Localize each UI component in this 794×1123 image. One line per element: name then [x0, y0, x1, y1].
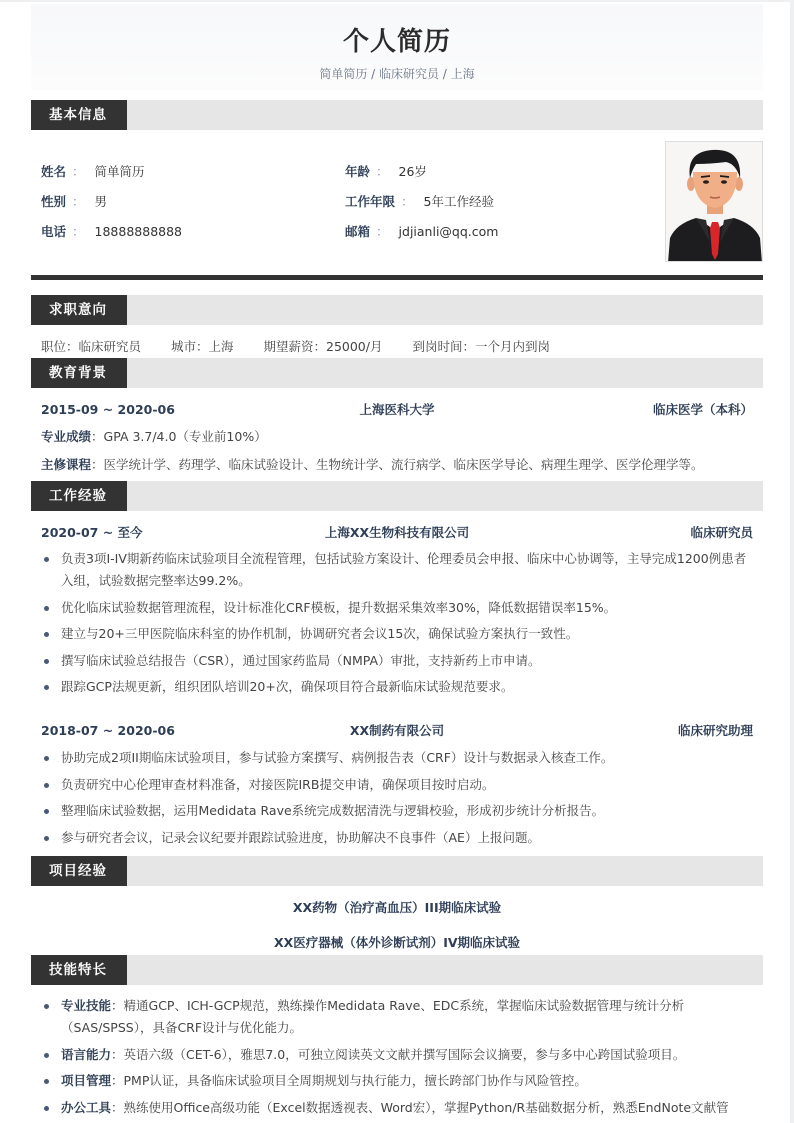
section-title: 基本信息: [31, 100, 127, 130]
gpa-value: ：GPA 3.7/4.0（专业前10%）: [91, 429, 267, 444]
skill-label: 项目管理: [61, 1073, 112, 1088]
info-label: 电话: [41, 224, 67, 239]
section-work-experience: [31, 481, 763, 511]
list-item: 负责研究中心伦理审查材料准备，对接医院IRB提交申请，确保项目按时启动。: [41, 774, 753, 796]
skill-label: 专业技能: [61, 998, 112, 1013]
info-work-years: [345, 194, 494, 210]
section-projects: [31, 856, 763, 886]
section-title: 求职意向: [31, 295, 127, 325]
work-period: 2018-07 ~ 2020-06: [41, 723, 175, 738]
courses-value: ：医学统计学、药理学、临床试验设计、生物统计学、流行病学、临床医学导论、病理生理学、医学伦理学等。: [91, 457, 704, 472]
info-label: 邮箱: [345, 224, 371, 239]
info-value: 26岁: [398, 164, 427, 179]
info-phone: [41, 224, 182, 240]
education-period: 2015-09 ~ 2020-06: [41, 402, 175, 417]
list-item: 负责3项I-IV期新药临床试验项目全流程管理，包括试验方案设计、伦理委员会申报、临床中心协调等，主导完成1200例患者入组，试验数据完整率达99.2%。: [41, 548, 753, 592]
info-name: [41, 164, 145, 180]
section-title: 技能特长: [31, 955, 127, 985]
list-item: 建立与20+三甲医院临床科室的协作机制，协调研究者会议15次，确保试验方案执行一致性。: [41, 623, 753, 645]
info-value: 5年工作经验: [423, 194, 494, 209]
job-intent-row: [41, 338, 576, 356]
work-row-1: [41, 524, 753, 542]
info-label: 性别: [41, 194, 67, 209]
education-major: 临床医学（本科）: [652, 402, 753, 417]
section-education: [31, 358, 763, 388]
info-age: [345, 164, 427, 180]
work-role: 临床研究助理: [677, 723, 753, 738]
section-basic-info: [31, 100, 763, 130]
list-item: 优化临床试验数据管理流程，设计标准化CRF模板，提升数据采集效率30%，降低数据错误率15%。: [41, 597, 753, 619]
info-value: 简单简历: [94, 164, 145, 179]
info-value: jdjianli@qq.com: [398, 224, 499, 239]
section-job-intent: [31, 295, 763, 325]
page-subtitle: 简单简历 / 临床研究员 / 上海: [319, 67, 475, 81]
colon: ：: [72, 224, 85, 239]
intent-salary: 期望薪资：25000/月: [263, 339, 383, 354]
courses-label: 主修课程: [41, 457, 92, 472]
skill-label: 语言能力: [61, 1046, 112, 1062]
list-item: 参与研究者会议，记录会议纪要并跟踪试验进度，协助解决不良事件（AE）上报问题。: [41, 827, 753, 849]
work-2-duties: [41, 747, 753, 853]
list-item: 整理临床试验数据，运用Medidata Rave系统完成数据清洗与逻辑校验，形成初步统计分析报告。: [41, 800, 753, 822]
skill-item: [41, 1097, 753, 1119]
intent-availability: 到岗时间：一个月内到岗: [412, 339, 550, 354]
education-school: 上海医科大学: [359, 402, 435, 417]
education-gpa: [41, 428, 267, 446]
list-item: 撰写临床试验总结报告（CSR），通过国家药监局（NMPA）审批，支持新药上市申请。: [41, 650, 753, 672]
skill-item: [41, 1044, 753, 1066]
info-label: 年龄: [345, 164, 371, 179]
section-skills: [31, 955, 763, 985]
work-row-2: [41, 722, 753, 740]
colon: ：: [376, 164, 389, 179]
info-value: 男: [94, 194, 108, 209]
avatar: [665, 141, 763, 262]
project-title-2: XX医疗器械（体外诊断试剂）IV期临床试验: [273, 935, 521, 950]
info-label: 姓名: [41, 164, 67, 179]
skill-text: ：英语六级（CET-6），雅思7.0，可独立阅读英文文献并撰写国际会议摘要，参与多中心跨国试验项目。: [111, 1046, 686, 1062]
skill-text: ：熟练使用Office高级功能（Excel数据透视表、Word宏），掌握Python/R基础数据分析，熟悉EndNote文献管: [111, 1099, 729, 1115]
colon: ：: [72, 194, 85, 209]
section-title: 项目经验: [31, 856, 127, 886]
info-email: [345, 224, 498, 240]
list-item: 协助完成2项II期临床试验项目，参与试验方案撰写、病例报告表（CRF）设计与数据录入核查工作。: [41, 747, 753, 769]
skill-label: 办公工具: [61, 1099, 112, 1115]
project-title-1: XX药物（治疗高血压）III期临床试验: [292, 900, 502, 915]
section-divider: [31, 275, 763, 280]
education-courses: [41, 456, 704, 474]
resume-header: [31, 4, 763, 90]
work-1-duties: [41, 548, 753, 703]
skill-text: ：精通GCP、ICH-GCP规范，熟练操作Medidata Rave、EDC系统，掌握临床试验数据管理与统计分析（SAS/SPSS），具备CRF设计与优化能力。: [61, 998, 685, 1035]
section-title: 工作经验: [31, 481, 127, 511]
info-gender: [41, 194, 107, 210]
skills-list: [41, 995, 753, 1123]
work-company: 上海XX生物科技有限公司: [324, 525, 470, 540]
info-label: 工作年限: [345, 194, 396, 209]
colon: ：: [401, 194, 414, 209]
colon: ：: [72, 164, 85, 179]
section-title: 教育背景: [31, 358, 127, 388]
intent-city: 城市：上海: [171, 339, 234, 354]
colon: ：: [376, 224, 389, 239]
work-role: 临床研究员: [690, 525, 753, 540]
work-period: 2020-07 ~ 至今: [41, 525, 143, 540]
education-row: [41, 401, 753, 419]
work-company: XX制药有限公司: [349, 723, 445, 738]
list-item: 跟踪GCP法规更新，组织团队培训20+次，确保项目符合最新临床试验规范要求。: [41, 676, 753, 698]
intent-position: 职位：临床研究员: [41, 339, 142, 354]
skill-item: [41, 995, 753, 1039]
info-value: 18888888888: [94, 224, 183, 239]
skill-text: ：PMP认证，具备临床试验项目全周期规划与执行能力，擅长跨部门协作与风险管控。: [111, 1073, 587, 1088]
page-title: 个人简历: [342, 27, 451, 57]
gpa-label: 专业成绩: [41, 429, 92, 444]
avatar-photo-icon: [666, 142, 763, 262]
skill-item: [41, 1070, 753, 1092]
